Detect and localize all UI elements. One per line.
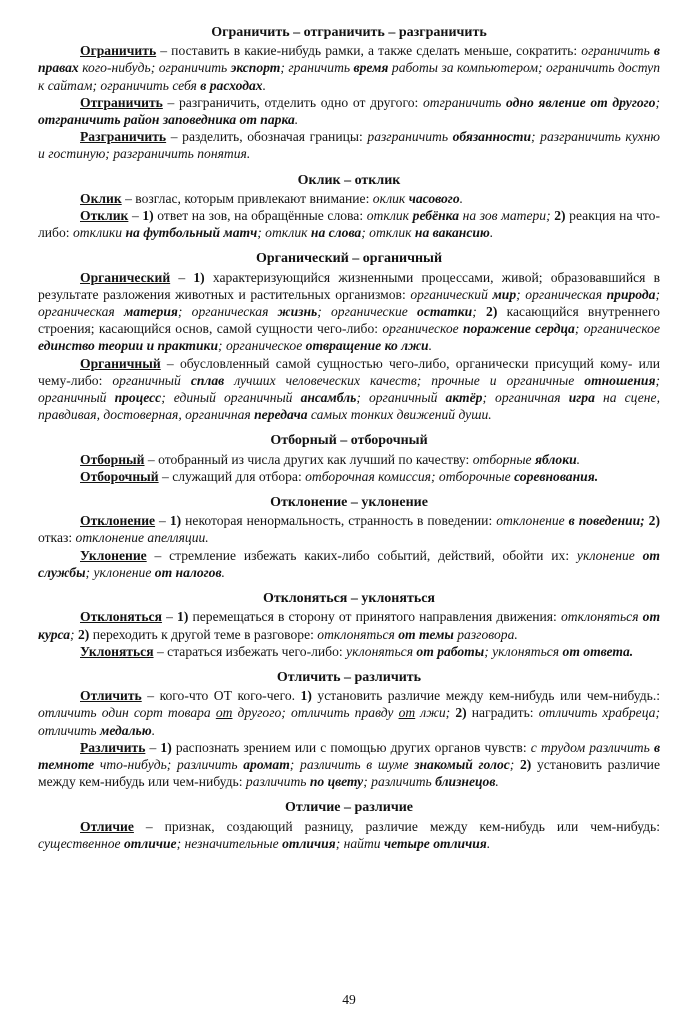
- dictionary-entry-paragraph: [38, 818, 660, 852]
- text-run: органическое: [583, 321, 660, 337]
- text-run: Различить: [80, 739, 146, 755]
- text-run: с трудом различить: [530, 739, 654, 755]
- text-run: на футбольный матч: [125, 225, 258, 241]
- text-run: ;: [482, 390, 496, 406]
- text-run: 1): [193, 269, 205, 285]
- text-run: ;: [335, 835, 344, 851]
- text-run: Отклонение: [80, 513, 156, 529]
- text-run: отличие: [123, 835, 177, 851]
- text-run: медалью: [100, 722, 152, 738]
- text-run: 1): [160, 739, 172, 755]
- text-run: отклик: [369, 225, 415, 241]
- text-run: ;: [430, 468, 439, 484]
- text-run: ;: [257, 225, 266, 241]
- text-run: 2): [520, 756, 532, 772]
- dictionary-entry-paragraph: [38, 687, 660, 739]
- text-run: от ответа: [562, 643, 630, 659]
- text-run: ;: [363, 774, 372, 790]
- text-run: 2): [648, 513, 660, 529]
- text-run: в расходах: [200, 77, 263, 93]
- text-run: органическая: [38, 304, 124, 320]
- text-run: найти: [343, 835, 384, 851]
- text-run: установить различие между кем-нибудь или чем-нибудь.:: [311, 688, 660, 704]
- text-run: органичный: [38, 390, 115, 406]
- text-run: перемещаться в сторону от принятого направления движения:: [188, 609, 561, 625]
- section-title: Ограничить – отграничить – разграничить: [211, 25, 487, 40]
- text-run: игра: [568, 390, 595, 406]
- text-run: в правах: [38, 43, 660, 76]
- text-run: .: [576, 451, 581, 467]
- text-run: касающийся внутреннего строения; касающийся основ, самой сущности чего-либо:: [38, 304, 660, 337]
- text-run: .: [428, 338, 433, 354]
- text-run: от: [215, 705, 233, 721]
- text-run: от работы: [416, 643, 485, 659]
- text-run: 1): [177, 609, 189, 625]
- text-run: Отличить: [80, 688, 142, 704]
- text-run: ответ на зов, на обращённые слова:: [153, 208, 367, 224]
- text-run: соревнования: [514, 468, 595, 484]
- text-run: уклоняться: [346, 643, 417, 659]
- text-run: кого-нибудь; ограничить: [78, 60, 231, 76]
- text-run: отличить храбреца; отличить: [38, 705, 661, 738]
- text-run: –: [170, 269, 194, 285]
- section-title: Оклик – отклик: [297, 172, 401, 188]
- text-run: отклоняться: [560, 609, 643, 625]
- text-run: самых тонких движений души.: [307, 407, 492, 423]
- text-run: мир: [492, 286, 517, 302]
- text-run: – служащий для отбора:: [158, 468, 306, 484]
- text-run: Уклоняться: [80, 643, 154, 659]
- dictionary-entry-paragraph: [38, 190, 660, 207]
- text-run: отличия: [282, 835, 336, 851]
- dictionary-entry-paragraph: [38, 355, 660, 424]
- text-run: актёр: [445, 390, 483, 406]
- text-run: ;: [177, 304, 192, 320]
- text-run: ;: [85, 564, 94, 580]
- text-run: отношения: [584, 372, 656, 388]
- text-run: отклоняться: [317, 626, 399, 642]
- text-run: отличить правду: [290, 705, 399, 721]
- text-run: уклонение: [93, 564, 155, 580]
- text-run: органичная: [495, 390, 569, 406]
- dictionary-section: [38, 669, 660, 790]
- dictionary-entry-paragraph: [38, 94, 660, 128]
- dictionary-entry-paragraph: [38, 269, 660, 355]
- section-title: Отборный – отборочный: [270, 433, 428, 449]
- dictionary-entry-paragraph: [38, 468, 660, 485]
- text-run: отказ:: [38, 530, 76, 546]
- dictionary-entry-paragraph: [38, 512, 660, 546]
- text-run: остатки: [417, 304, 473, 320]
- text-run: что-нибудь;: [94, 756, 177, 772]
- text-run: ;: [289, 756, 301, 772]
- text-run: ;: [176, 835, 185, 851]
- text-run: – возглас, которым привлекают внимание:: [121, 190, 373, 206]
- dictionary-entry-paragraph: [38, 643, 660, 660]
- text-run: ;: [655, 372, 660, 388]
- text-run: –: [145, 739, 161, 755]
- text-run: отборочные: [438, 468, 515, 484]
- text-run: в поведении: [568, 513, 641, 529]
- text-run: органический: [410, 286, 493, 302]
- text-run: природа: [606, 286, 656, 302]
- text-run: – стараться избежать чего-либо:: [153, 643, 347, 659]
- text-run: ;: [516, 286, 526, 302]
- text-run: разговора.: [453, 626, 518, 642]
- text-run: лжи;: [415, 705, 456, 721]
- text-run: отклик: [265, 225, 311, 241]
- text-run: отборные: [472, 451, 535, 467]
- text-run: на вакансию: [414, 225, 490, 241]
- text-run: время: [353, 60, 389, 76]
- text-run: ;: [361, 225, 370, 241]
- dictionary-entry-paragraph: [38, 128, 660, 162]
- dictionary-section: [38, 799, 660, 852]
- text-run: .: [151, 722, 156, 738]
- page-number: 49: [342, 991, 356, 1007]
- text-run: – обусловленный самой сущностью чего-либо, органически присущий кому- или чему-либо:: [38, 355, 660, 388]
- text-run: органическая: [191, 304, 278, 320]
- dictionary-entry-paragraph: [38, 547, 660, 581]
- text-run: органические: [330, 304, 418, 320]
- text-run: яблоки: [534, 451, 577, 467]
- text-run: от курса: [38, 609, 661, 642]
- dictionary-section: [38, 250, 660, 423]
- text-run: – поставить в какие-нибудь рамки, а также сделать меньше, сократить:: [156, 43, 582, 59]
- text-run: от темы: [398, 626, 454, 642]
- text-run: отборочная комиссия: [305, 468, 431, 484]
- text-run: ;: [509, 756, 520, 772]
- text-run: ; единый органичный: [161, 390, 301, 406]
- text-run: на сцене, правдивая, достоверная, органичная: [38, 390, 660, 423]
- text-run: в темноте: [38, 739, 661, 772]
- text-run: .: [294, 112, 299, 128]
- text-run: различить: [371, 774, 436, 790]
- text-run: 1): [142, 208, 154, 224]
- text-run: отклонение: [496, 513, 569, 529]
- text-run: 1): [300, 688, 312, 704]
- text-run: по цвету: [309, 774, 364, 790]
- text-run: другого;: [232, 705, 291, 721]
- text-run: Ограничить: [80, 43, 157, 59]
- text-run: .: [459, 190, 464, 206]
- text-run: Органичный: [80, 355, 161, 371]
- text-run: жизнь: [277, 304, 318, 320]
- text-run: ;: [317, 304, 331, 320]
- text-run: отграничить район заповедника от парка: [38, 112, 295, 128]
- text-run: реакция на что-либо:: [38, 208, 661, 241]
- text-run: единство теории и практики: [38, 338, 219, 354]
- dictionary-entry-paragraph: [38, 739, 660, 791]
- text-run: отвращение ко лжи: [305, 338, 429, 354]
- text-run: Отличие: [80, 818, 134, 834]
- text-run: наградить:: [466, 705, 539, 721]
- text-run: органическая: [525, 286, 607, 302]
- text-run: ; разграничить кухню и гостиную; разграничить понятия.: [38, 129, 660, 162]
- text-run: Оклик: [80, 190, 122, 206]
- dictionary-section: [38, 172, 660, 242]
- text-run: 2): [554, 208, 566, 224]
- text-run: Отборочный: [80, 468, 159, 484]
- dictionary-section: [38, 590, 660, 660]
- text-run: переходить к другой теме в разговоре:: [89, 626, 318, 642]
- text-run: некоторая ненормальность, странность в поведении:: [181, 513, 497, 529]
- text-run: ;: [640, 513, 649, 529]
- text-run: 2): [455, 705, 467, 721]
- text-run: процесс: [114, 390, 162, 406]
- section-title: Органический – органичный: [255, 251, 443, 267]
- text-run: отклики: [72, 225, 126, 241]
- text-run: –: [161, 609, 178, 625]
- text-run: органичный: [368, 390, 446, 406]
- dictionary-section: [38, 432, 660, 485]
- text-run: – признак, создающий разницу, различие между кем-нибудь или чем-нибудь:: [133, 818, 660, 834]
- text-run: –: [155, 513, 170, 529]
- dictionary-section: [38, 494, 660, 581]
- text-run: .: [594, 468, 599, 484]
- text-run: Разграничить: [80, 129, 167, 145]
- text-run: .: [486, 835, 491, 851]
- text-run: аромат: [243, 756, 290, 772]
- text-run: от службы: [38, 547, 660, 580]
- section-title: Отклоняться – уклоняться: [262, 591, 436, 607]
- text-run: одно явление от другого: [506, 94, 656, 110]
- text-run: Уклонение: [80, 547, 147, 563]
- text-run: ;: [70, 626, 78, 642]
- text-run: Отборный: [80, 451, 145, 467]
- text-run: 2): [77, 626, 90, 642]
- text-run: – стремление избежать каких-либо событий, действий, обойти их:: [146, 547, 577, 563]
- text-run: уклоняться: [492, 643, 563, 659]
- text-run: отклонение апелляции: [75, 530, 206, 546]
- text-run: разграничить: [367, 129, 453, 145]
- text-run: ;: [655, 286, 660, 302]
- text-run: ;: [574, 321, 584, 337]
- text-run: .: [489, 225, 494, 241]
- text-run: ограничить: [581, 43, 654, 59]
- text-run: ансамбль: [300, 390, 357, 406]
- text-run: на зов матери: [459, 208, 547, 224]
- text-run: ;: [484, 643, 493, 659]
- text-run: ребёнка: [412, 208, 460, 224]
- text-run: установить различие между кем-нибудь или чем-нибудь:: [38, 756, 660, 790]
- text-run: Отграничить: [80, 94, 163, 110]
- text-run: ;: [546, 208, 555, 224]
- dictionary-entry-paragraph: [38, 42, 660, 94]
- text-run: .: [221, 564, 225, 580]
- text-run: существенное: [38, 835, 124, 851]
- text-run: ;: [655, 94, 660, 110]
- text-run: Отклик: [80, 208, 129, 224]
- text-run: –: [128, 208, 143, 224]
- text-run: четыре отличия: [383, 835, 487, 851]
- text-run: передача: [254, 407, 308, 423]
- text-run: Отклоняться: [80, 609, 162, 625]
- text-run: различить: [176, 756, 244, 772]
- text-run: 1): [169, 513, 182, 529]
- text-run: .: [205, 530, 209, 546]
- text-run: отграничить: [422, 94, 507, 110]
- text-run: уклонение: [576, 547, 643, 563]
- text-run: – кого-что ОТ кого-чего.: [141, 688, 301, 704]
- text-run: знакомый голос: [414, 756, 510, 772]
- text-run: .: [629, 643, 634, 659]
- text-run: распознать зрением или с помощью других органов чувств:: [171, 739, 531, 755]
- text-run: материя: [123, 304, 178, 320]
- text-run: незначительные: [184, 835, 283, 851]
- text-run: часового: [408, 190, 460, 206]
- text-run: от: [398, 705, 416, 721]
- document-body: [38, 24, 660, 852]
- text-run: .: [495, 774, 499, 790]
- section-title: Отличие – различие: [284, 800, 414, 816]
- dictionary-entry-paragraph: [38, 608, 660, 642]
- text-run: сплав: [190, 372, 225, 388]
- text-run: поражение сердца: [463, 321, 575, 337]
- text-run: ;: [218, 338, 226, 354]
- text-run: различить: [245, 774, 310, 790]
- text-run: характеризующийся жизненными процессами, живой; образовавшийся в результате разложения животных и растительных организмов:: [38, 269, 660, 302]
- text-run: близнецов: [435, 774, 496, 790]
- text-run: работы за компьютером; ограничить доступ к сайтам; ограничить себя: [38, 60, 661, 93]
- text-run: .: [262, 77, 267, 93]
- dictionary-section: [38, 24, 660, 163]
- section-title: Отклонение – уклонение: [270, 495, 428, 511]
- section-title: Отличить – различить: [276, 669, 422, 685]
- text-run: на слова: [310, 225, 362, 241]
- text-run: экспорт: [230, 60, 281, 76]
- text-run: органичный: [112, 372, 191, 388]
- text-run: ;: [472, 304, 487, 320]
- text-run: органическое: [382, 321, 463, 337]
- text-run: ; граничить: [280, 60, 354, 76]
- text-run: органическое: [225, 338, 306, 354]
- dictionary-entry-paragraph: [38, 451, 660, 468]
- dictionary-entry-paragraph: [38, 207, 660, 241]
- text-run: Органический: [80, 269, 171, 285]
- text-run: различить в шуме: [300, 756, 415, 772]
- text-run: ;: [356, 390, 369, 406]
- text-run: отличить один сорт товара: [38, 705, 216, 721]
- text-run: обязанности: [452, 129, 532, 145]
- text-run: – разделить, обозначая границы:: [166, 129, 368, 145]
- text-run: от налогов: [154, 564, 222, 580]
- text-run: 2): [486, 304, 498, 320]
- text-run: оклик: [372, 190, 409, 206]
- text-run: – разграничить, отделить одно от другого:: [162, 94, 423, 110]
- text-run: – отобранный из числа других как лучший по качеству:: [144, 451, 473, 467]
- text-run: отклик: [366, 208, 413, 224]
- text-run: лучших человеческих качеств; прочные и органичные: [224, 372, 585, 388]
